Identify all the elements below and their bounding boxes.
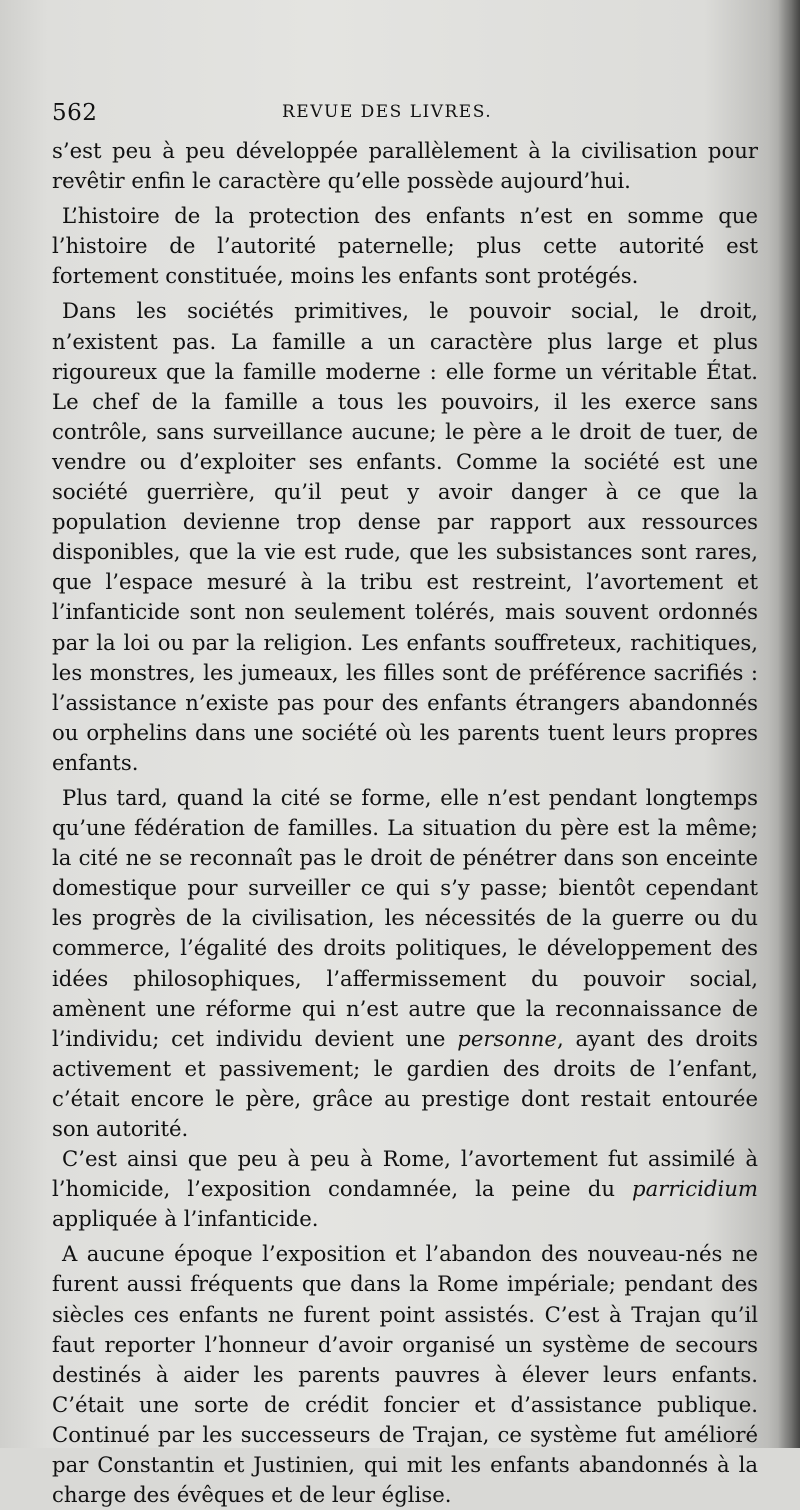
paragraph-4-text-a: Plus tard, quand la cité se forme, elle n’est pendant longtemps qu’une fédération de familles. La situation du père est la même; la cité ne se reconnaît pas le droit de pénétrer dans son enceinte domestique pour surveiller ce qui s’y passe; bientôt cependant les progrès de la civilisation, les nécessités de la guerre ou du commerce, l’égalité des droits politiques, le développement des idées philosophiques, l’affermissement du pouvoir social, amènent une réforme qui n’est autre que la reconnaissance de l’individu; cet individu devient une — [52, 784, 758, 1051]
paragraph-4-italic: personne — [457, 1025, 557, 1051]
paragraph-5-text-b: appliquée à l’infanticide. — [52, 1206, 319, 1232]
body-text — [52, 136, 758, 1510]
paragraph-6: A aucune époque l’exposition et l’abandon des nouveau-nés ne furent aussi fréquents que dans la Rome impériale; pendant des siècles ces enfants ne furent point assistés. C’est à Trajan qu’il faut reporter l’honneur d’avoir organisé un système de secours destinés à aider les parents pauvres à élever leurs enfants. C’était une sorte de crédit foncier et d’assistance publique. Continué par les successeurs de Trajan, ce système fut amélioré par Constantin et Justinien, qui mit les enfants abandonnés à la charge des évêques et de leur église. — [52, 1241, 758, 1508]
paragraph-2: L’histoire de la protection des enfants n’est en somme que l’histoire de l’autorité paternelle; plus cette autorité est fortement constituée, moins les enfants sont protégés. — [52, 203, 758, 289]
page-header — [52, 100, 742, 130]
paragraph-5-text-a: C’est ainsi que peu à peu à Rome, l’avortement fut assimilé à l’homicide, l’exposition condamnée, la peine du — [52, 1146, 758, 1202]
running-title: REVUE DES LIVRES. — [282, 102, 493, 122]
paragraph-1: s’est peu à peu développée parallèlement à la civilisation pour revêtir enfin le caractère qu’elle possède aujourd’hui. — [52, 138, 758, 194]
paragraph-3: Dans les sociétés primitives, le pouvoir social, le droit, n’existent pas. La famille a un caractère plus large et plus rigoureux que la famille moderne : elle forme un véritable État. Le chef de la famille a tous les pouvoirs, il les exerce sans contrôle, sans surveillance aucune; le père a le droit de tuer, de vendre ou d’exploiter ses enfants. Comme la société est une société guerrière, qu’il peut y avoir danger à ce que la population devienne trop dense par rapport aux ressources disponibles, que la vie est rude, que les subsistances sont rares, que l’espace mesuré à la tribu est restreint, l’avortement et l’infanticide sont non seulement tolérés, mais souvent ordonnés par la loi ou par la religion. Les enfants souffreteux, rachitiques, les monstres, les jumeaux, les filles sont de préférence sacrifiés : l’assistance n’existe pas pour des enfants étrangers abandonnés ou orphelins dans une société où les parents tuent leurs propres enfants. — [52, 298, 758, 775]
paragraph-4 — [52, 783, 758, 1144]
page-number: 562 — [52, 100, 98, 126]
paragraph-4-text-b: , ayant des droits activement et passivement; le gardien des droits de l’enfant, c’était encore le père, grâce au prestige dont restait entourée son autorité. — [52, 1025, 758, 1141]
page-edge-shadow — [778, 0, 800, 1448]
paragraph-5 — [52, 1144, 758, 1234]
paragraph-5-italic: parricidium — [632, 1176, 758, 1202]
